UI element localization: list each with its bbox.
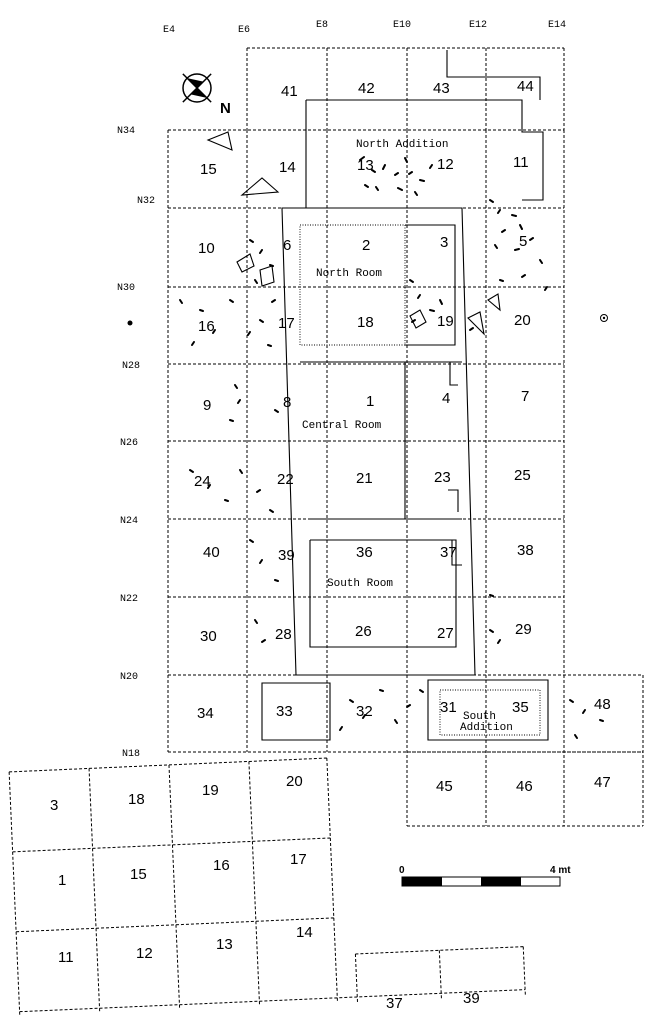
datum-point-west xyxy=(128,321,133,326)
unit-label: 45 xyxy=(436,778,453,795)
unit-label: 37 xyxy=(440,544,457,561)
south-addition-label-line1: South xyxy=(463,711,497,723)
lower-unit-label: 11 xyxy=(58,949,74,966)
unit-label: 29 xyxy=(515,621,532,638)
north-label-n22: N22 xyxy=(120,594,139,605)
lower-unit-label: 39 xyxy=(463,990,480,1007)
unit-label: 2 xyxy=(362,237,371,254)
lower-unit-label: 13 xyxy=(216,936,233,953)
lower-unit-label: 15 xyxy=(130,866,147,883)
unit-label: 40 xyxy=(203,544,220,561)
north-label-n28: N28 xyxy=(122,361,141,372)
unit-label: 33 xyxy=(276,703,293,720)
unit-label: 38 xyxy=(517,542,534,559)
east-label-e14: E14 xyxy=(548,20,567,31)
unit-label: 18 xyxy=(357,314,374,331)
unit-label: 7 xyxy=(521,388,530,405)
unit-label: 46 xyxy=(516,778,533,795)
unit-label: 11 xyxy=(513,154,529,171)
north-arrow-label: N xyxy=(220,100,231,117)
unit-label: 39 xyxy=(278,547,295,564)
unit-label: 27 xyxy=(437,625,454,642)
east-label-e8: E8 xyxy=(316,20,329,31)
east-label-e6: E6 xyxy=(238,25,251,36)
unit-label: 26 xyxy=(355,623,372,640)
lower-unit-label: 20 xyxy=(286,773,303,790)
unit-label: 1 xyxy=(366,393,375,410)
unit-label: 12 xyxy=(437,156,454,173)
north-axis-labels xyxy=(117,126,155,760)
unit-label: 43 xyxy=(433,80,450,97)
unit-label: 3 xyxy=(440,234,449,251)
stone-scatter xyxy=(180,157,603,738)
lower-unit-label: 3 xyxy=(50,797,59,814)
datum-point-east-center xyxy=(603,317,605,319)
east-label-e4: E4 xyxy=(163,25,176,36)
unit-label: 19 xyxy=(437,313,454,330)
unit-label: 31 xyxy=(440,699,457,716)
unit-label: 44 xyxy=(517,78,534,95)
lower-unit-label: 14 xyxy=(296,924,313,941)
lower-unit-label: 17 xyxy=(290,851,307,868)
scale-start-label: 0 xyxy=(399,865,405,876)
unit-label: 42 xyxy=(358,80,375,97)
unit-label: 41 xyxy=(281,83,298,100)
unit-label: 17 xyxy=(278,315,295,332)
north-label-n24: N24 xyxy=(120,516,139,527)
unit-label: 23 xyxy=(434,469,451,486)
scale-bar xyxy=(399,865,571,886)
lower-unit-label: 12 xyxy=(136,945,153,962)
unit-label: 9 xyxy=(203,397,212,414)
north-arrow xyxy=(169,60,231,117)
south-addition-label-line2: Addition xyxy=(460,722,513,734)
north-label-n18: N18 xyxy=(122,749,141,760)
north-addition-label: North Addition xyxy=(356,139,449,151)
north-label-n32: N32 xyxy=(137,196,156,207)
central-room-label: Central Room xyxy=(302,420,382,432)
unit-label: 21 xyxy=(356,470,373,487)
unit-label: 14 xyxy=(279,159,296,176)
unit-label: 25 xyxy=(514,467,531,484)
scale-end-label: 4 mt xyxy=(550,865,571,876)
lower-unit-label: 19 xyxy=(202,782,219,799)
unit-label: 47 xyxy=(594,774,611,791)
east-label-e10: E10 xyxy=(393,20,412,31)
unit-label: 20 xyxy=(514,312,531,329)
unit-label: 4 xyxy=(442,390,451,407)
unit-label: 32 xyxy=(356,703,373,720)
east-axis-labels xyxy=(163,20,566,36)
north-label-n30: N30 xyxy=(117,283,136,294)
unit-label: 48 xyxy=(594,696,611,713)
unit-label: 24 xyxy=(194,473,211,490)
unit-label: 36 xyxy=(356,544,373,561)
unit-label: 8 xyxy=(283,394,292,411)
unit-label: 10 xyxy=(198,240,215,257)
lower-unit-label: 37 xyxy=(386,995,403,1012)
north-label-n26: N26 xyxy=(120,438,139,449)
lower-unit-label: 18 xyxy=(128,791,145,808)
unit-label: 15 xyxy=(200,161,217,178)
lower-unit-label: 1 xyxy=(58,872,67,889)
unit-label: 35 xyxy=(512,699,529,716)
lower-unit-label: 16 xyxy=(213,857,230,874)
north-label-n34: N34 xyxy=(117,126,136,137)
unit-label: 34 xyxy=(197,705,214,722)
east-label-e12: E12 xyxy=(469,20,488,31)
north-room-label: North Room xyxy=(316,268,383,280)
structure-outlines xyxy=(262,50,548,740)
compass-icon xyxy=(169,60,226,117)
unit-label: 16 xyxy=(198,318,215,335)
south-room-label: South Room xyxy=(327,578,394,590)
unit-label: 6 xyxy=(283,237,292,254)
unit-label: 22 xyxy=(277,471,294,488)
unit-label: 13 xyxy=(357,157,374,174)
unit-label: 5 xyxy=(519,233,528,250)
stone-polygons xyxy=(208,132,500,334)
unit-label: 28 xyxy=(275,626,292,643)
unit-label: 30 xyxy=(200,628,217,645)
lower-unit-numbers xyxy=(50,773,480,1012)
north-label-n20: N20 xyxy=(120,672,139,683)
